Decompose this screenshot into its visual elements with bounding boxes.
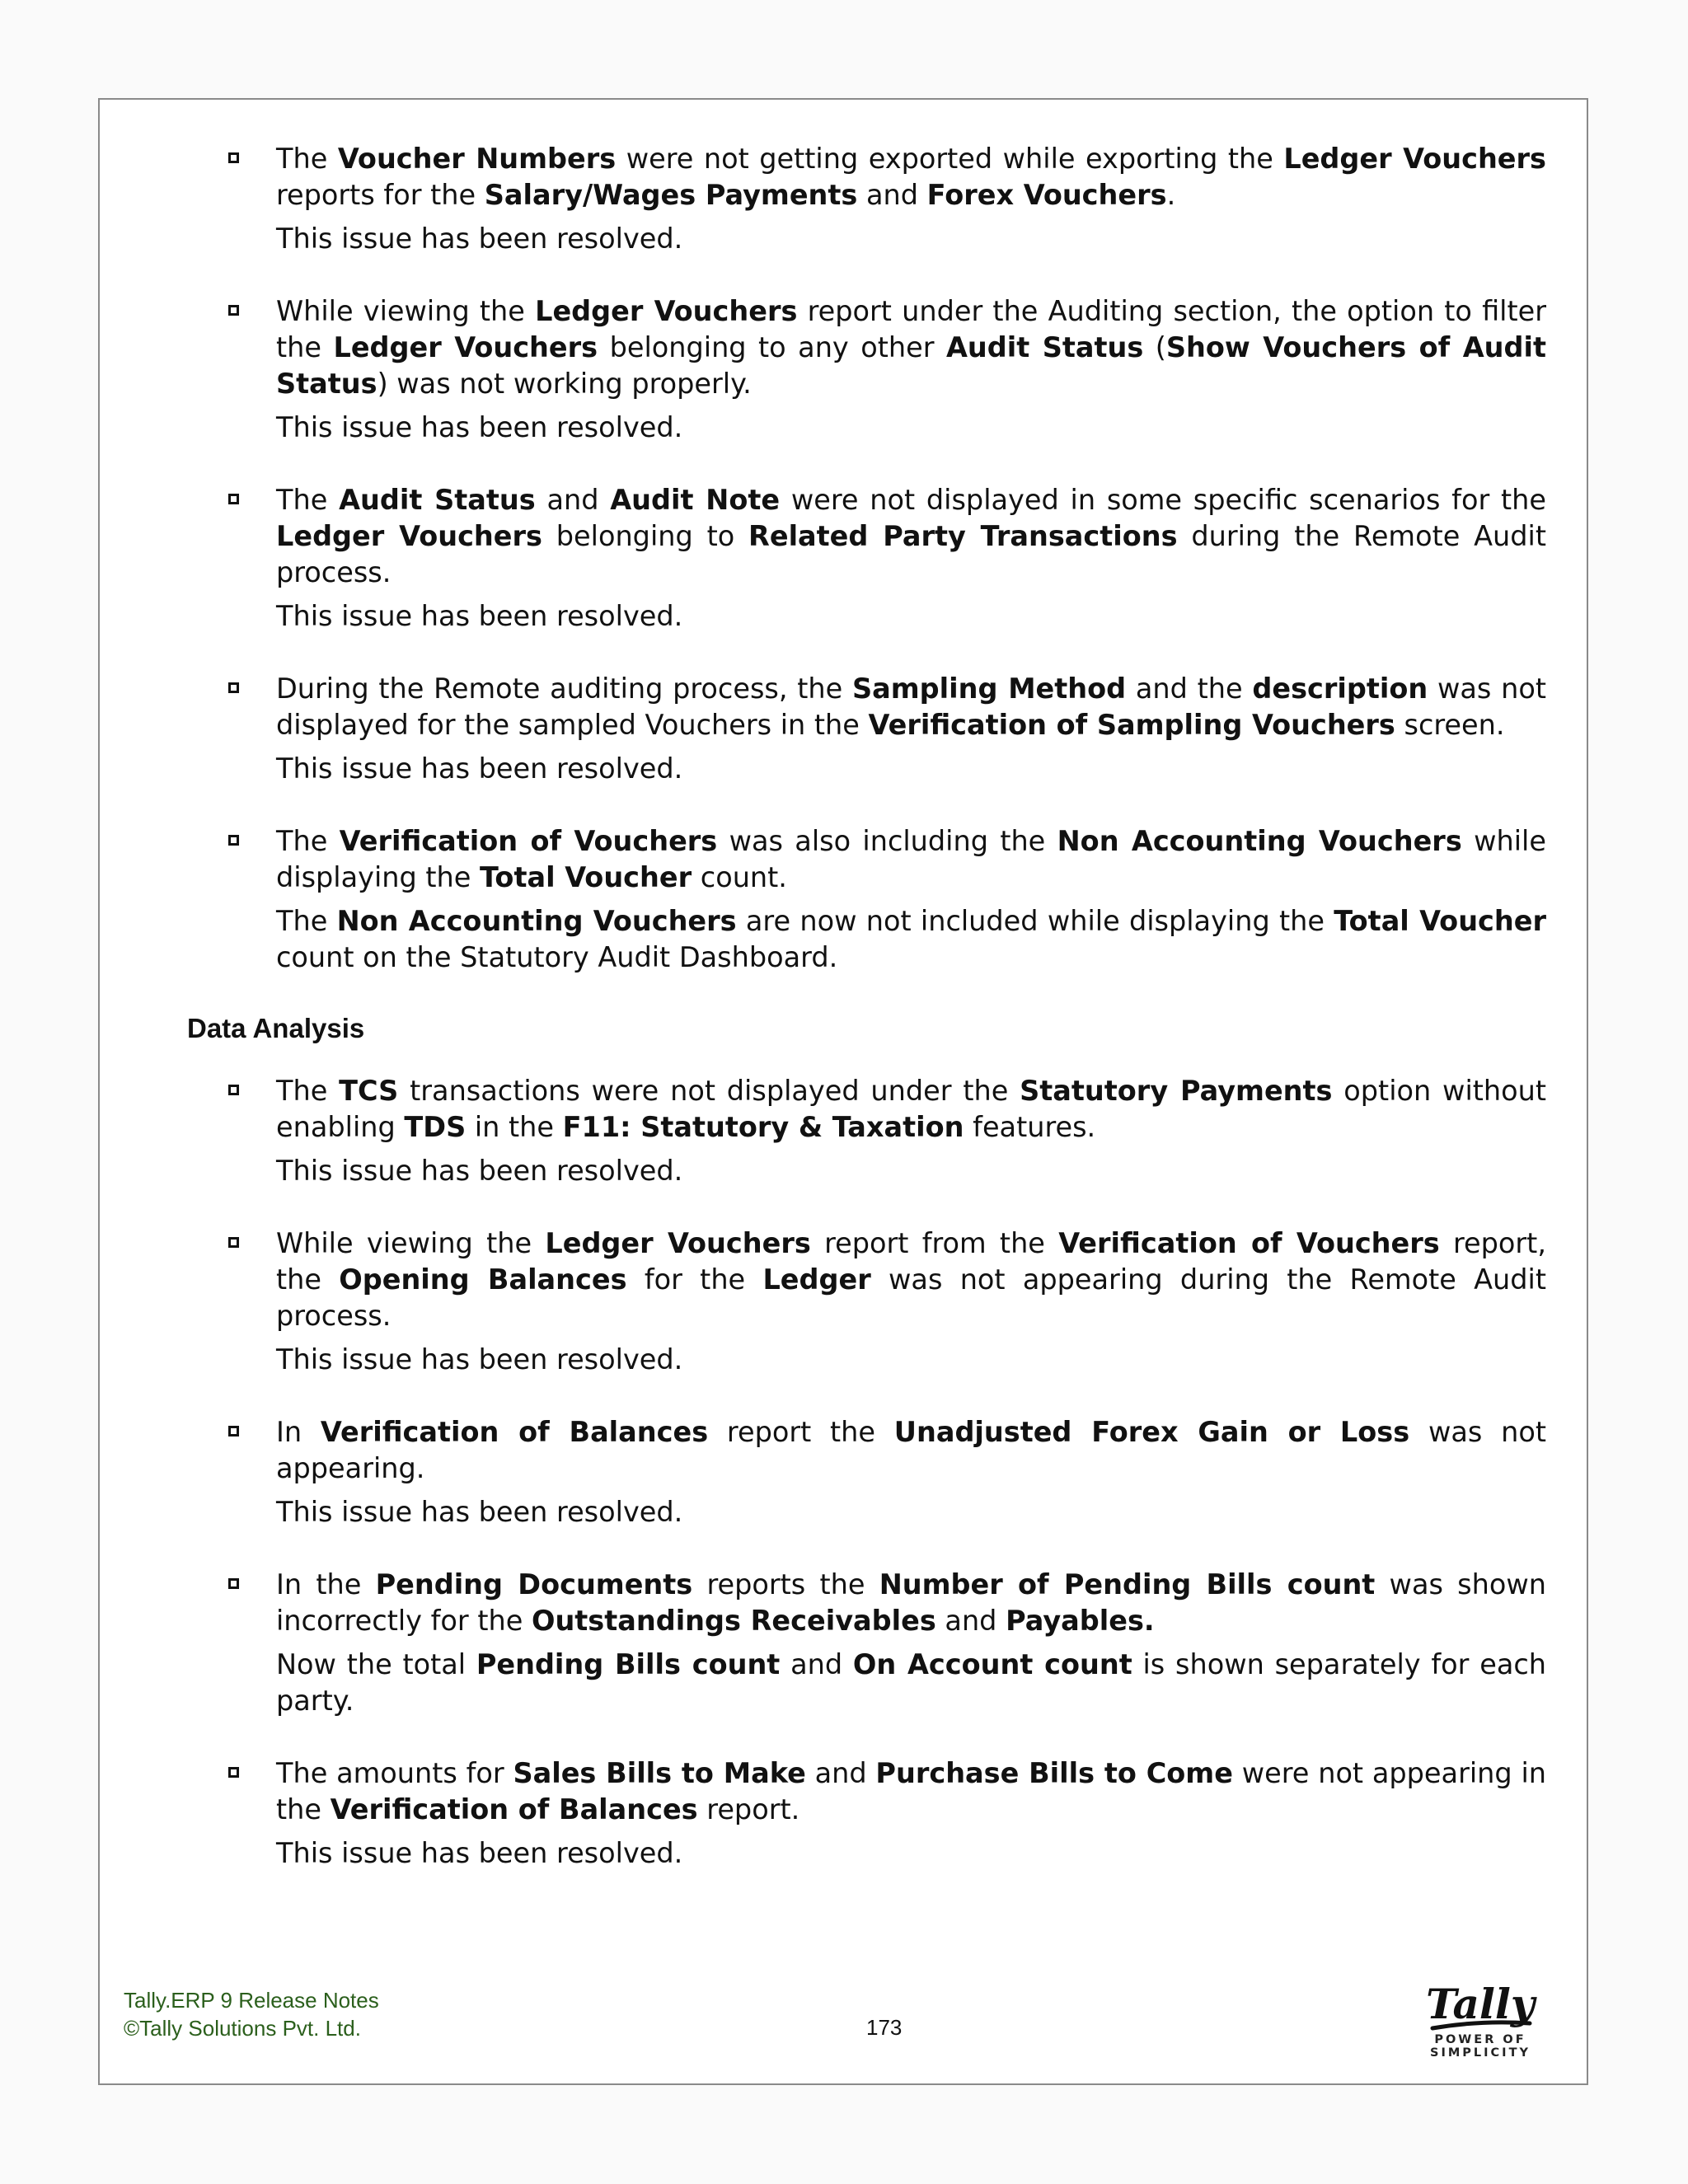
text-run: Now the total (276, 1648, 476, 1680)
text-run: report the (708, 1416, 894, 1448)
item-resolution (276, 751, 1546, 787)
bold-term: Non Accounting Vouchers (336, 905, 737, 937)
bold-term: Verification of Balances (320, 1416, 709, 1448)
text-run: and the (1126, 673, 1253, 705)
bold-term: Number of Pending Bills count (879, 1568, 1376, 1601)
text-run: This issue has been resolved. (276, 411, 683, 443)
bold-term: Audit Note (610, 484, 781, 516)
item-text (276, 482, 1546, 591)
text-run: This issue has been resolved. (276, 1155, 683, 1187)
text-run: during the Remote Audit process. (276, 520, 1546, 588)
section-heading-data-analysis: Data Analysis (187, 1013, 365, 1043)
bold-term: Unadjusted Forex Gain or Loss (893, 1416, 1410, 1448)
text-run: While viewing the (276, 295, 536, 327)
tally-logo (1381, 1979, 1579, 2061)
bold-term: TDS (404, 1111, 467, 1143)
text-run: The (276, 143, 338, 175)
text-run: ) was not working properly. (377, 368, 752, 400)
bold-term: Ledger Vouchers (276, 520, 542, 552)
bold-term: Ledger Vouchers (535, 295, 798, 327)
text-run: and (805, 1757, 876, 1789)
bold-term: Ledger Vouchers (333, 331, 598, 363)
square-bullet-icon (228, 1085, 239, 1095)
text-run: . (1166, 179, 1176, 211)
text-run: reports the (692, 1568, 879, 1601)
text-run: transactions were not displayed under the (398, 1075, 1020, 1107)
bold-term: Outstandings Receivables (531, 1605, 936, 1637)
bold-term: Total Voucher (1334, 905, 1546, 937)
text-run: report under the Auditing section, the option to filter the (276, 295, 1547, 363)
bold-term: Verification of Sampling Vouchers (868, 709, 1395, 741)
text-run: were not getting exported while exporting the (616, 143, 1284, 175)
item-text (276, 1414, 1546, 1487)
text-run: and (857, 179, 927, 211)
page-number: 173 (866, 2015, 903, 2040)
bold-term: Ledger Vouchers (1283, 143, 1546, 175)
text-run: count on the Statutory Audit Dashboard. (276, 941, 838, 973)
text-run: features. (964, 1111, 1096, 1143)
text-run: in the (466, 1111, 563, 1143)
square-bullet-icon (228, 682, 239, 693)
text-run: This issue has been resolved. (276, 1343, 683, 1376)
list-item (187, 1414, 1546, 1530)
text-run: The (276, 825, 340, 857)
square-bullet-icon (228, 305, 239, 316)
text-run: This issue has been resolved. (276, 752, 683, 785)
bold-term: On Account count (852, 1648, 1132, 1680)
page-content (187, 141, 1546, 1908)
item-resolution (276, 1153, 1546, 1189)
square-bullet-icon (228, 1426, 239, 1436)
text-run: The (276, 1075, 340, 1107)
bold-term: Related Party Transactions (748, 520, 1178, 552)
square-bullet-icon (228, 835, 239, 846)
bold-term: Statutory Payments (1020, 1075, 1333, 1107)
issues-list-data-analysis (187, 1073, 1546, 1872)
bold-term: Ledger (762, 1263, 871, 1296)
text-run: was also including the (717, 825, 1057, 857)
bold-term: Total Voucher (480, 861, 692, 893)
text-run: while displaying the (276, 825, 1546, 893)
bold-term: TCS (339, 1075, 399, 1107)
text-run: are now not included while displaying the (736, 905, 1334, 937)
text-run: The (276, 484, 340, 516)
item-text (276, 293, 1546, 402)
item-text (276, 1073, 1546, 1146)
logo-tagline: POWER OF SIMPLICITY (1430, 2033, 1531, 2060)
item-resolution (276, 1835, 1546, 1872)
text-run: This issue has been resolved. (276, 1837, 683, 1869)
item-resolution (276, 1494, 1546, 1530)
list-item (187, 671, 1546, 787)
square-bullet-icon (228, 494, 239, 504)
list-item (187, 482, 1546, 635)
bold-term: Pending Bills count (476, 1648, 781, 1680)
square-bullet-icon (228, 1767, 239, 1778)
item-resolution (276, 903, 1546, 976)
text-run: This issue has been resolved. (276, 223, 683, 255)
text-run: While viewing the (276, 1227, 546, 1259)
bold-term: Payables. (1006, 1605, 1155, 1637)
square-bullet-icon (228, 1578, 239, 1589)
text-run: was shown incorrectly for the (276, 1568, 1546, 1637)
bold-term: Salary/Wages Payments (484, 179, 858, 211)
text-run: During the Remote auditing process, the (276, 673, 853, 705)
text-run: and (780, 1648, 853, 1680)
footer-left (124, 1986, 379, 2042)
item-text (276, 1226, 1546, 1334)
document-page (98, 98, 1588, 2085)
bold-term: Non Accounting Vouchers (1057, 825, 1462, 857)
bold-term: Sales Bills to Make (513, 1757, 806, 1789)
bold-term: Verification of Balances (330, 1793, 698, 1825)
bold-term: Voucher Numbers (337, 143, 617, 175)
item-text (276, 1567, 1546, 1639)
item-resolution (276, 1342, 1546, 1378)
text-run: were not appearing in the (276, 1757, 1546, 1825)
item-text (276, 141, 1546, 213)
bold-term: Sampling Method (852, 673, 1127, 705)
bold-term: Verification of Vouchers (339, 825, 718, 857)
text-run: This issue has been resolved. (276, 600, 683, 632)
bold-term: Pending Documents (375, 1568, 693, 1601)
item-resolution (276, 410, 1546, 446)
item-resolution (276, 221, 1546, 257)
bold-term: Opening Balances (339, 1263, 627, 1296)
footer-product: Tally.ERP 9 Release Notes (124, 1988, 379, 2013)
text-run: and (535, 484, 611, 516)
bold-term: Audit Status (945, 331, 1144, 363)
list-item (187, 1755, 1546, 1872)
item-text (276, 671, 1546, 743)
text-run: count. (692, 861, 787, 893)
bold-term: Show Vouchers of Audit Status (276, 331, 1546, 400)
bold-term: Purchase Bills to Come (875, 1757, 1233, 1789)
text-run: The amounts for (276, 1757, 513, 1789)
list-item (187, 141, 1546, 257)
item-text (276, 1755, 1546, 1828)
text-run: belonging to any other (598, 331, 946, 363)
text-run: report. (697, 1793, 800, 1825)
text-run: option without enabling (276, 1075, 1546, 1143)
list-item (187, 1073, 1546, 1189)
text-run: was not appearing during the Remote Audit process. (276, 1263, 1546, 1332)
text-run: is shown separately for each party. (276, 1648, 1546, 1717)
text-run: reports for the (276, 179, 485, 211)
square-bullet-icon (228, 1237, 239, 1248)
text-run: This issue has been resolved. (276, 1496, 683, 1528)
text-run: and (935, 1605, 1006, 1637)
footer-copyright: ©Tally Solutions Pvt. Ltd. (124, 2016, 361, 2041)
text-run: report, the (276, 1227, 1546, 1296)
text-run: for the (626, 1263, 763, 1296)
tally-logo-icon (1381, 1979, 1579, 2036)
text-run: screen. (1395, 709, 1505, 741)
square-bullet-icon (228, 152, 239, 163)
bold-term: Audit Status (339, 484, 536, 516)
list-item (187, 823, 1546, 976)
list-item (187, 1567, 1546, 1719)
text-run: In the (276, 1568, 376, 1601)
bold-term: description (1252, 673, 1428, 705)
item-resolution (276, 598, 1546, 635)
bold-term: Verification of Vouchers (1058, 1227, 1440, 1259)
text-run: belonging to (542, 520, 749, 552)
list-item (187, 1226, 1546, 1378)
text-run: was not displayed for the sampled Vouchers in the (276, 673, 1547, 741)
bold-term: Forex Vouchers (926, 179, 1167, 211)
bold-term: F11: Statutory & Taxation (562, 1111, 964, 1143)
item-resolution (276, 1647, 1546, 1719)
text-run: were not displayed in some specific scenarios for the (780, 484, 1546, 516)
list-item (187, 293, 1546, 446)
issues-list-auditing (187, 141, 1546, 976)
text-run: report from the (810, 1227, 1059, 1259)
logo-wordmark: Tally (1426, 1980, 1535, 2028)
text-run: In (276, 1416, 321, 1448)
item-text (276, 823, 1546, 896)
text-run: ( (1143, 331, 1166, 363)
bold-term: Ledger Vouchers (545, 1227, 811, 1259)
text-run: The (276, 905, 337, 937)
text-run: was not appearing. (276, 1416, 1546, 1484)
